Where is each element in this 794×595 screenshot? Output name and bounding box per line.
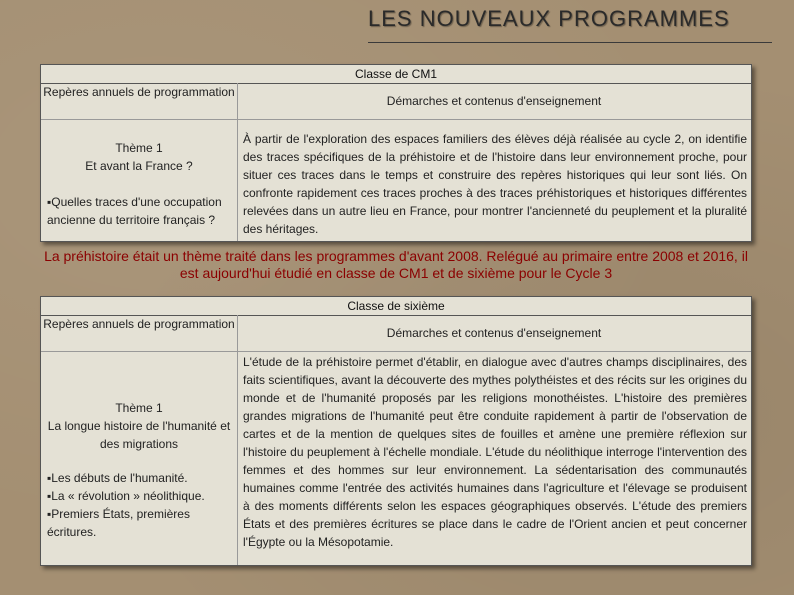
sixieme-theme-number: Thème 1 (115, 401, 163, 415)
cm1-bullet: ▪Quelles traces d'une occupation ancienne du territoire français ? (47, 195, 222, 227)
cm1-right-column (237, 83, 751, 241)
sixieme-bullet-3: ▪Premiers États, premières écritures. (47, 507, 190, 539)
cm1-theme-name: Et avant la France ? (85, 159, 193, 173)
sixieme-content-text: L'étude de la préhistoire permet d'établir, en dialogue avec d'autres champs disciplinaires, des faits scientifiques, avant la découverte des mythes polythéistes et des récits sur les origines du monde et de l'humanité proposés par les religions monothéistes. L'histoire des premières grandes migrations de l'humanité peut être conduite rapidement à partir de l'observation de cartes et de la mention de quelques sites de fouilles et amène une première réflexion sur l'histoire du peuplement à l'échelle mondiale. L'étude du néolithique interroge l'intervention des femmes et des hommes sur leur environnement. La sédentarisation des communautés humaines comme l'entrée des activités humaines dans l'agriculture et l'élevage se produisent à des moments différents selon les espaces géographiques observés. L'étude des premiers États et des premières écritures se place dans le cadre de l'Orient ancien et peut concerner l'Égypte ou la Mésopotamie. (243, 355, 747, 549)
sixieme-table (40, 296, 752, 566)
cm1-left-column (41, 83, 238, 241)
cm1-class-header: Classe de CM1 (41, 65, 751, 84)
sixieme-theme (41, 399, 237, 453)
sixieme-left-column (41, 315, 238, 565)
title-underline (368, 42, 772, 43)
cm1-theme-number: Thème 1 (115, 141, 163, 155)
sixieme-right-column (237, 315, 751, 565)
sixieme-left-header: Repères annuels de programmation (41, 315, 237, 352)
sixieme-theme-name: La longue histoire de l'humanité et des migrations (47, 419, 231, 451)
program-note: La préhistoire était un thème traité dans les programmes d'avant 2008. Relégué au primaire entre 2008 et 2016, il est aujourd'hui étudié en classe de CM1 et de sixième pour le Cycle 3 (44, 248, 748, 281)
sixieme-right-header: Démarches et contenus d'enseignement (237, 315, 751, 352)
sixieme-bullet-2: ▪La « révolution » néolithique. (47, 489, 205, 503)
cm1-left-header: Repères annuels de programmation (41, 83, 237, 120)
sixieme-bullet-list (47, 469, 231, 541)
cm1-right-header: Démarches et contenus d'enseignement (237, 83, 751, 120)
page-title-text: LES NOUVEAUX PROGRAMMES (368, 6, 730, 31)
cm1-theme (41, 139, 237, 175)
sixieme-class-header: Classe de sixième (41, 297, 751, 316)
cm1-table (40, 64, 752, 242)
page-title (368, 6, 778, 40)
sixieme-bullet-1: ▪Les débuts de l'humanité. (47, 471, 188, 485)
cm1-content-text: À partir de l'exploration des espaces familiers des élèves déjà réalisée au cycle 2, on identifie des traces spécifiques de la préhistoire et de l'histoire dans leur environnement proche, pour situer ces traces dans le temps et construire des repères historiques qui leur sont liés. On confronte rapidement ces traces proches à des traces préhistoriques et historiques différentes relevées dans un autre lieu en France, pour montrer l'ancienneté du peuplement et la pluralité des héritages. (243, 132, 747, 236)
